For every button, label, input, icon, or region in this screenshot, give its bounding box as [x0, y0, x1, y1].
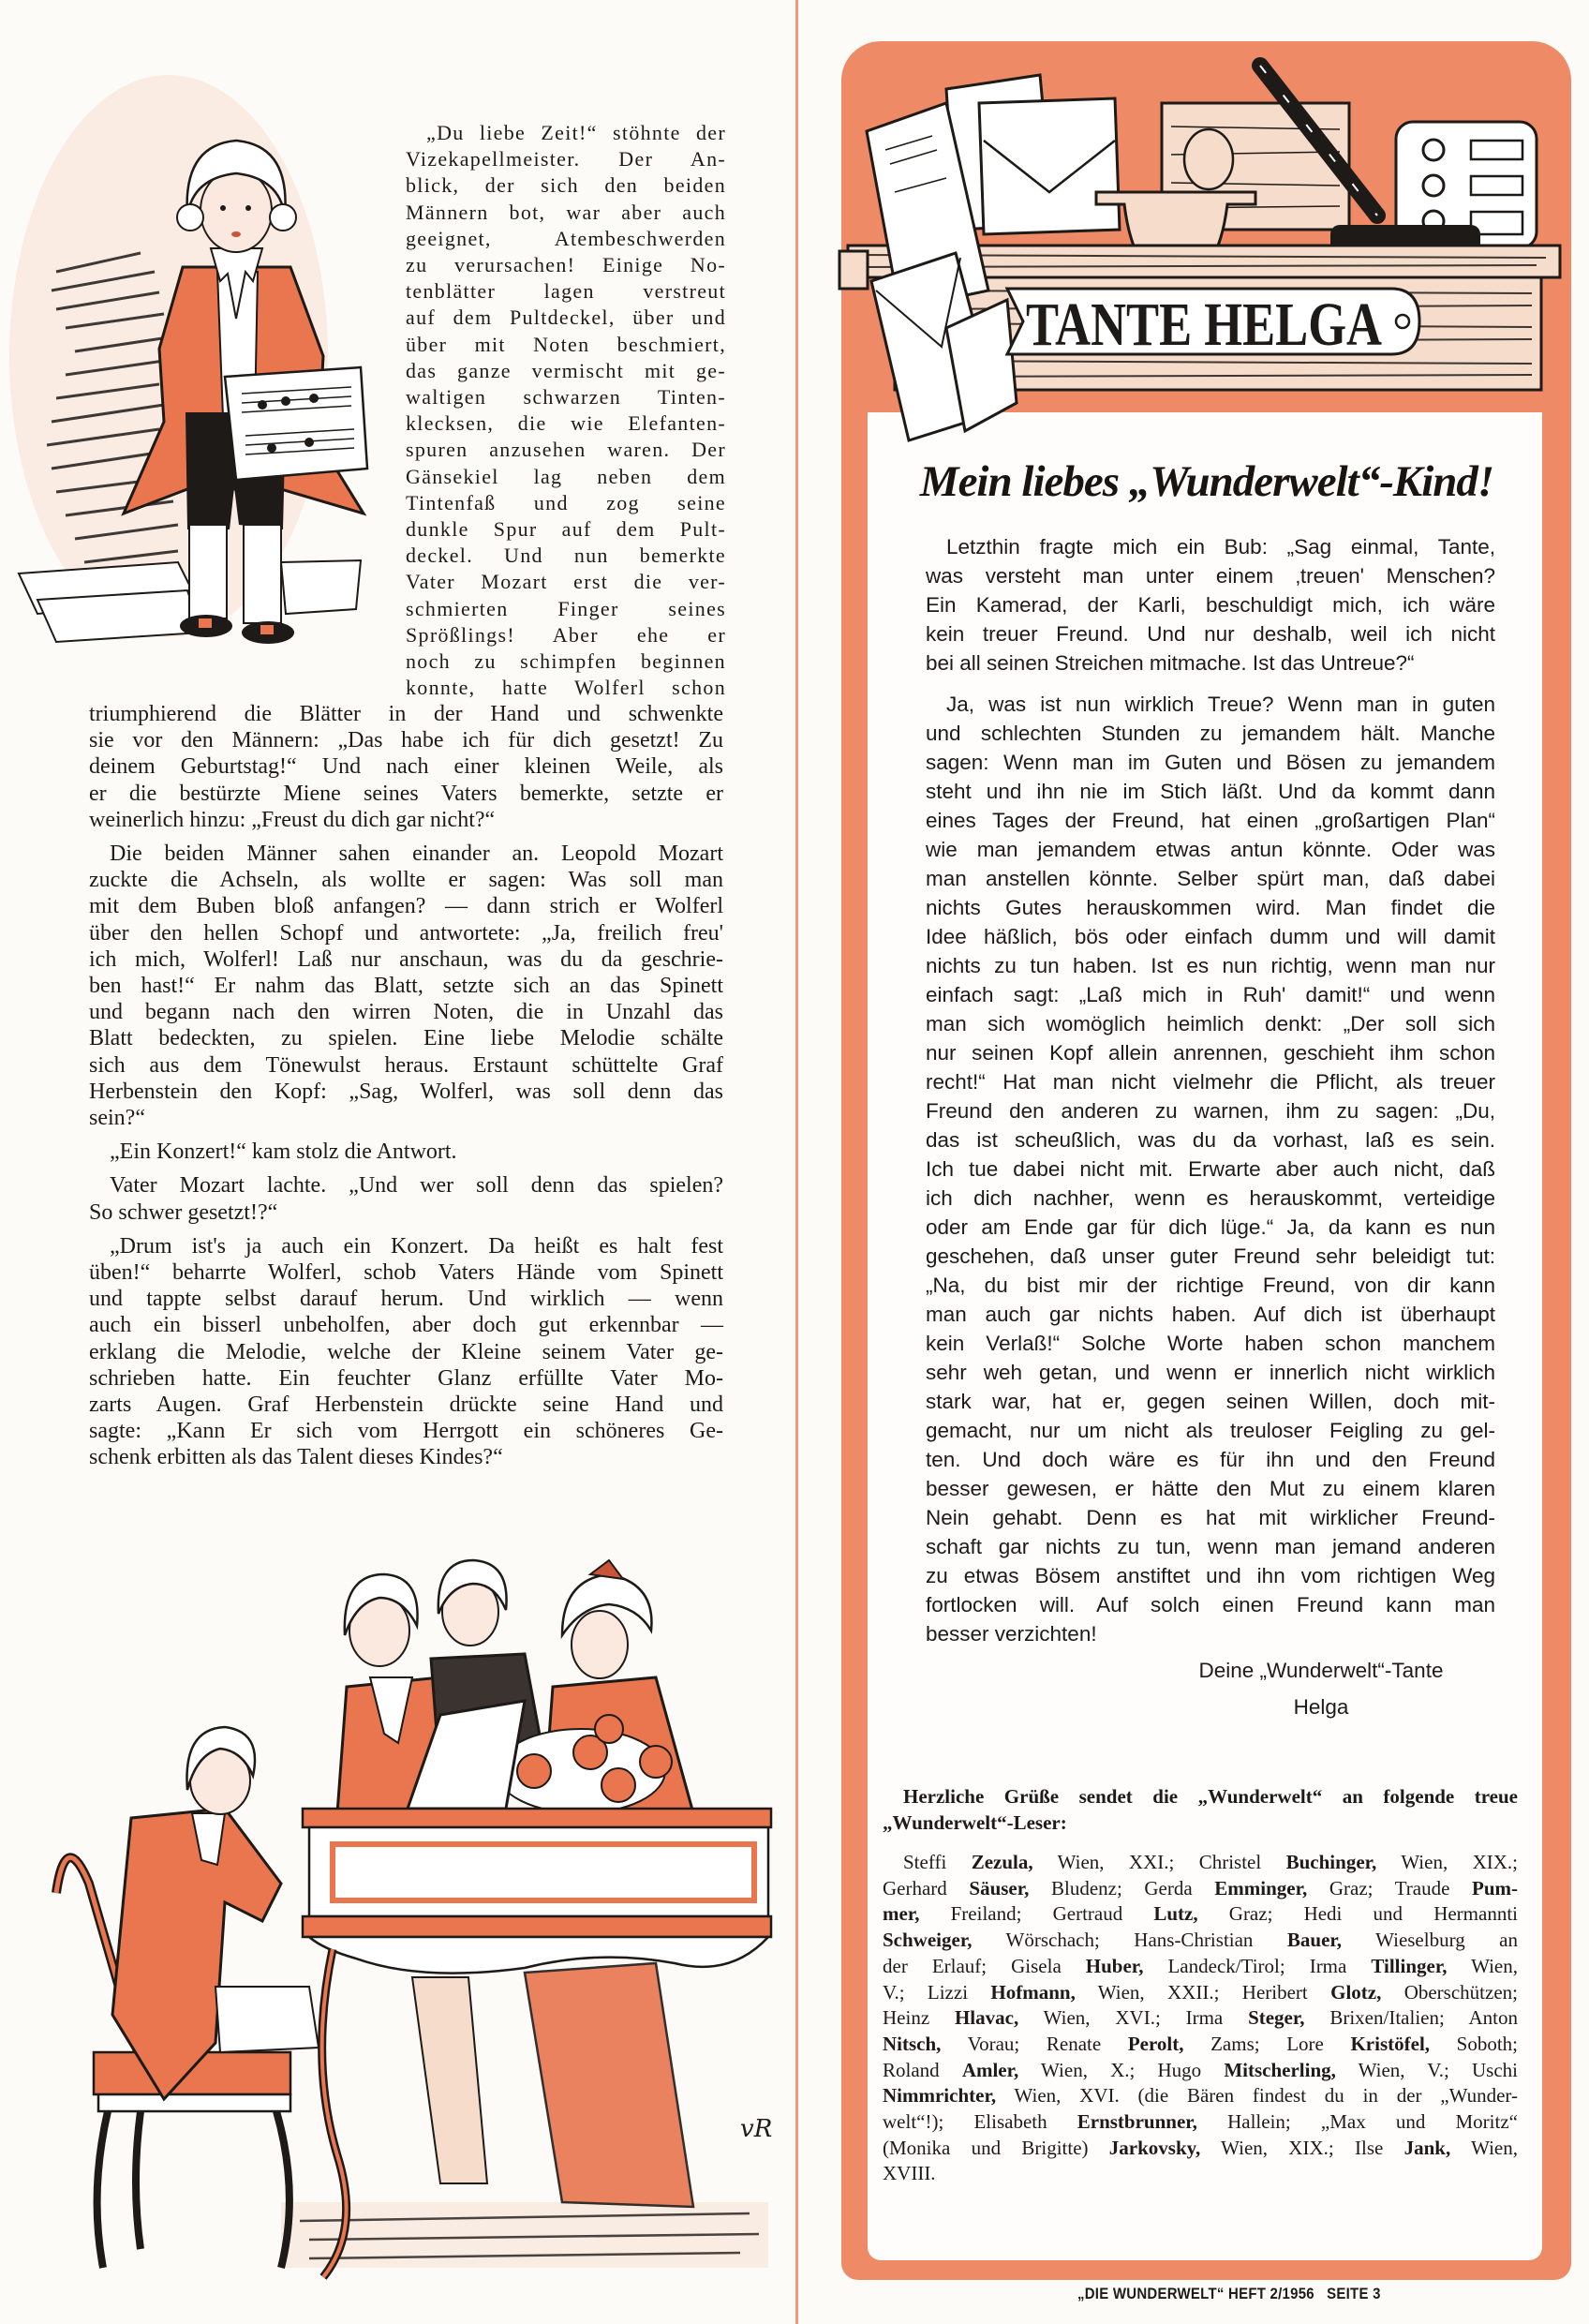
reader-detail: Wien, XIX.;: [1376, 1851, 1519, 1873]
reader-detail: Roland: [883, 2058, 962, 2081]
reader-surname: Huber,: [1085, 1954, 1144, 1977]
reader-list-line: [883, 2083, 1518, 2109]
text-line: und tappte selbst darauf herum. Und wirklich — wenn: [89, 1287, 723, 1312]
reader-surname: Kristöfel,: [1350, 2032, 1431, 2055]
text-line: das ist scheußlich, was du da vorhast, laß es sein.: [926, 1128, 1495, 1152]
text-line: Ja, was ist nun wirklich Treue? Wenn man in guten: [946, 693, 1495, 716]
artist-signature: vR: [740, 2115, 773, 2143]
reader-detail: Landeck/Tirol; Irma: [1143, 1954, 1372, 1977]
greetings-heading: [883, 1783, 1518, 1836]
text-line: man anstellen könnte. Selber spürt man, daß dabei: [926, 867, 1495, 890]
reader-list-line: [883, 1954, 1518, 1980]
reader-detail: Wien,: [1447, 1954, 1518, 1977]
text-line: zu etwas Bösem anstiftet und ihn vom richtigen Weg: [926, 1564, 1495, 1587]
text-line: besser verzichten!: [926, 1622, 1097, 1646]
reader-surname: Tillinger,: [1371, 1954, 1448, 1977]
reader-detail: Graz; Hedi und Hermannti: [1197, 1902, 1518, 1926]
reader-surname: Jarkovsky,: [1108, 2136, 1201, 2159]
paragraph: [926, 690, 1495, 1648]
text-line: ten. Und doch wäre es für ihn und den Freund: [926, 1448, 1495, 1471]
text-line: üben!“ beharrte Wolferl, schob Vaters Hände vom Spinett: [89, 1260, 723, 1286]
text-line: stark war, hat er, gegen seinen Willen, doch mit-: [926, 1390, 1495, 1413]
text-line: ich dich nachher, wenn es herauskommt, verteidige: [926, 1186, 1495, 1210]
text-line: geeignet, Atembeschwerden: [406, 226, 726, 250]
reader-list-line: [883, 1850, 1518, 1876]
text-line: Gänsekiel lag neben dem: [406, 464, 726, 488]
reader-detail: Soboth;: [1430, 2032, 1518, 2055]
text-line: Vizekapellmeister. Der An-: [406, 147, 726, 171]
reader-surname: Steger,: [1248, 2006, 1305, 2030]
reader-list-line: [883, 1876, 1518, 1902]
text-line: nichts zu tun haben. Ist es nun richtig, wenn man nur: [926, 954, 1495, 977]
letter-body: [926, 532, 1495, 1661]
text-line: sehr weh getan, und wenn er innerlich nicht wirklich: [926, 1361, 1495, 1384]
text-line: kein Verlaß!“ Solche Worte haben schon manchem: [926, 1332, 1495, 1355]
reader-list-line: [883, 1980, 1518, 2006]
text-line: besser gewesen, er hätte den Mut zu einem klaren: [926, 1477, 1495, 1500]
reader-detail: Gerhard: [883, 1876, 970, 1899]
text-line: Herbenstein den Kopf: „Sag, Wolferl, was soll denn das: [89, 1079, 723, 1104]
reader-detail: Wien, V.; Uschi: [1335, 2058, 1518, 2081]
text-line: deinem Geburtstag!“ Und nach einer kleinen Weile, als: [89, 754, 723, 780]
reader-detail: (Monika und Brigitte): [883, 2136, 1109, 2159]
text-line: „Ein Konzert!“ kam stolz die Antwort.: [110, 1140, 457, 1165]
reader-list-line: [883, 1901, 1518, 1928]
reader-detail: Heinz: [883, 2006, 955, 2030]
text-line: Männern bot, war aber auch: [406, 200, 726, 224]
text-line: weinerlich hinzu: „Freust du dich gar nicht?“: [89, 807, 496, 832]
reader-detail: Zams; Lore: [1183, 2032, 1351, 2055]
text-line: und schlechten Stunden zu jemandem hält. Manche: [926, 722, 1495, 745]
reader-surname: Perolt,: [1127, 2032, 1184, 2055]
reader-surname: Lutz,: [1153, 1902, 1198, 1926]
reader-detail: Wien, XVI.; Irma: [1018, 2006, 1249, 2030]
text-line: was versteht man unter einem ‚treuen' Menschen?: [926, 564, 1495, 588]
text-line: einfach sagt: „Laß mich in Ruh' damit!“ und wenn: [926, 983, 1495, 1006]
reader-surname: Säuser,: [969, 1876, 1030, 1899]
reader-detail: welt“!); Elisabeth: [883, 2110, 1077, 2134]
reader-list-line: [883, 1928, 1518, 1954]
text-line: sich aus dem Tönewulst heraus. Erstaunt schüttelte Graf: [89, 1052, 723, 1078]
text-line: spuren anzusehen waren. Der: [406, 438, 726, 462]
reader-surname: Amler,: [961, 2058, 1019, 2081]
text-line: sein?“: [89, 1106, 145, 1131]
reader-detail: XVIII.: [883, 2162, 936, 2185]
text-line: schaft gar nichts zu tun, wenn man jemand anderen: [926, 1535, 1495, 1558]
paragraph: [926, 532, 1495, 678]
text-line: klecksen, die wie Elefanten-: [406, 411, 726, 436]
reader-detail: Wieselburg an: [1342, 1929, 1518, 1952]
reader-detail: Wien, XIX.; Ilse: [1200, 2136, 1404, 2159]
reader-detail: Wien, XXI.; Christel: [1032, 1851, 1286, 1873]
text-line: „Wunderwelt“-Leser:: [883, 1811, 1067, 1834]
text-line: Die beiden Männer sahen einander an. Leopold Mozart: [110, 842, 723, 867]
text-line: Idee häßlich, bös oder einfach dumm und will damit: [926, 925, 1495, 948]
text-line: auch ein bisserl unbeholfen, aber doch gut erkennbar —: [89, 1313, 723, 1338]
text-line: man sich womöglich heimlich denkt: „Der soll sich: [926, 1012, 1495, 1035]
reader-list-line: [883, 2058, 1518, 2084]
text-line: über mit Noten beschmiert,: [406, 332, 726, 356]
text-line: nichts Gutes herauskommen wird. Man findet die: [926, 896, 1495, 919]
reader-detail: Wien, X.; Hugo: [1018, 2058, 1225, 2081]
text-line: er die bestürzte Miene seines Vaters bemerkte, setzte er: [89, 781, 723, 806]
reader-surname: Hlavac,: [954, 2006, 1019, 2030]
reader-detail: Graz; Traude: [1307, 1876, 1473, 1899]
text-line: gemacht, nur um nicht als treuloser Feigling zu gel-: [926, 1419, 1495, 1442]
text-line: Ich tue dabei nicht mit. Erwarte aber auch nicht, daß: [926, 1157, 1495, 1181]
reader-surname: Nitsch,: [883, 2032, 942, 2055]
desk-shelf-header-illustration: [0, 0, 1589, 450]
text-line: „Du liebe Zeit!“ stöhnte der: [426, 121, 726, 144]
text-line: „Na, du bist mir der richtige Freund, von dir kann: [926, 1274, 1495, 1297]
reader-list-line: [883, 2005, 1518, 2032]
text-line: sie vor den Männern: „Das habe ich für dich gesetzt! Zu: [89, 728, 723, 753]
text-line: Herzliche Grüße sendet die „Wunderwelt“ an folgende treue: [903, 1785, 1518, 1808]
reader-list-line: [883, 2161, 1518, 2187]
text-line: recht!“ Hat man nicht vielmehr die Pflicht, als treuer: [926, 1070, 1495, 1094]
reader-detail: Wien, XXII.; Heribert: [1075, 1980, 1331, 2004]
reader-list-line: [883, 2032, 1518, 2058]
reader-surname: Mitscherling,: [1224, 2058, 1336, 2081]
greetings-reader-list: [883, 1850, 1518, 2187]
reader-surname: Emminger,: [1214, 1876, 1308, 1899]
text-line: wie man jemandem etwas antun könnte. Oder was: [926, 838, 1495, 861]
tante-helga-banner: TANTE HELGA: [1026, 290, 1383, 359]
text-line: steht und ihn nie im Stich läßt. Und da kommt dann: [926, 780, 1495, 803]
letter-signature-name: Helga: [1293, 1695, 1349, 1719]
text-line: Vater Mozart erst die ver-: [406, 570, 726, 594]
text-line: deckel. Und nun bemerkte: [406, 544, 726, 568]
text-line: ich mich, Wolferl! Laß nur anschaun, was du da geschrie-: [89, 946, 723, 972]
reader-surname: Hofmann,: [990, 1980, 1076, 2004]
text-line: ben hast!“ Er nahm das Blatt, setzte sich an das Spinett: [89, 974, 723, 999]
text-line: dunkle Spur auf dem Pult-: [406, 517, 726, 542]
text-line: Nein gehabt. Denn es hat mit wirklicher Freund-: [926, 1506, 1495, 1529]
reader-surname: Buchinger,: [1285, 1851, 1377, 1873]
reader-detail: Oberschützen;: [1381, 1980, 1518, 2004]
text-line: nur seinen Kopf allein anrennen, geschieht ihm schon: [926, 1041, 1495, 1065]
paragraph: [883, 1783, 1518, 1836]
text-line: man auch gar nichts haben. Auf dich ist überhaupt: [926, 1303, 1495, 1326]
text-line: oder am Ende gar für dich lüge.“ Ja, da kann es nun: [926, 1215, 1495, 1239]
page-footer: „DIE WUNDERWELT“ HEFT 2/1956 SEITE 3: [1077, 2285, 1381, 2302]
text-line: Vater Mozart lachte. „Und wer soll denn das spielen?: [110, 1173, 723, 1199]
text-line: triumphierend die Blätter in der Hand und schwenkte: [89, 702, 723, 726]
text-line: schenk erbitten als das Talent dieses Kindes?“: [89, 1445, 503, 1470]
text-line: erklang die Melodie, welche der Kleine seinem Vater ge-: [89, 1339, 723, 1364]
reader-detail: Wien,: [1450, 2136, 1518, 2159]
reader-detail: Brixen/Italien; Anton: [1304, 2006, 1518, 2030]
reader-list-line: [883, 2136, 1518, 2162]
text-line: blick, der sich den beiden: [406, 173, 726, 198]
reader-detail: Bludenz; Gerda: [1029, 1876, 1215, 1899]
letter-signature-line: Deine „Wunderwelt“-Tante: [1198, 1659, 1444, 1682]
text-line: zarts Augen. Graf Herbenstein drückte seine Hand und: [89, 1393, 723, 1418]
reader-surname: Ernstbrunner,: [1077, 2110, 1197, 2134]
text-line: Sprößlings! Aber ehe er: [406, 622, 726, 647]
text-line: noch zu schimpfen beginnen: [406, 649, 726, 674]
reader-surname: Jank,: [1403, 2136, 1451, 2159]
text-line: schmierten Finger seines: [406, 596, 726, 620]
text-line: sagen: Wenn man im Guten und Bösen zu jemandem: [926, 751, 1495, 774]
text-line: „Drum ist's ja auch ein Konzert. Da heißt es halt fest: [110, 1233, 723, 1259]
reader-surname: mer,: [883, 1902, 920, 1926]
text-line: eines Tages der Freund, hat einen „großartigen Plan“: [926, 809, 1495, 832]
text-line: fortlocken will. Auf solch einen Freund kann man: [926, 1593, 1495, 1616]
reader-surname: Glotz,: [1330, 1980, 1382, 2004]
text-line: Letzthin fragte mich ein Bub: „Sag einmal, Tante,: [946, 535, 1495, 559]
text-line: Tintenfaß und zog seine: [406, 490, 726, 514]
text-line: Ein Kamerad, der Karli, beschuldigt mich, ich wäre: [926, 593, 1495, 617]
text-line: waltigen schwarzen Tinten-: [406, 385, 726, 410]
text-line: bei all seinen Streichen mitmache. Ist das Untreue?“: [926, 651, 1415, 675]
reader-surname: Nimmrichter,: [883, 2084, 997, 2108]
text-line: über den hellen Schopf und antwortete: „Ja, freilich freu': [89, 920, 723, 946]
text-line: das ganze vermischt mit ge-: [406, 358, 726, 382]
reader-detail: der Erlauf; Gisela: [883, 1954, 1086, 1977]
reader-detail: Wien, XVI. (die Bären findest du in der „Wunder-: [996, 2084, 1518, 2108]
text-line: mit dem Buben bloß anfangen? — dann strich er Wolferl: [89, 894, 723, 919]
text-line: sagte: „Kann Er sich vom Herrgott ein schöneres Ge-: [89, 1419, 723, 1444]
text-line: Blatt bedeckten, zu spielen. Eine liebe Melodie schälte: [89, 1026, 723, 1051]
text-line: konnte, hatte Wolferl schon: [406, 676, 726, 700]
text-line: und begann nach den wirren Noten, die in Unzahl das: [89, 1000, 723, 1025]
reader-detail: V.; Lizzi: [883, 1980, 991, 2004]
reader-detail: Wörschach; Hans-Christian: [972, 1929, 1287, 1952]
reader-detail: Freiland; Gertraud: [919, 1902, 1154, 1926]
text-line: auf dem Pultdeckel, über und: [406, 305, 726, 330]
text-line: tenblätter lagen verstreut: [406, 279, 726, 304]
reader-surname: Zezula,: [971, 1851, 1033, 1873]
text-line: zu verursachen! Einige No-: [406, 253, 726, 277]
reader-detail: Hallein; „Max und Moritz“: [1196, 2110, 1518, 2134]
text-line: Freund den anderen zu warnen, ihm zu sagen: „Du,: [926, 1099, 1495, 1123]
text-line: kein treuer Freund. Und nur deshalb, weil ich nicht: [926, 622, 1495, 646]
text-line: geschehen, daß unser guter Freund sehr beleidigt tut:: [926, 1244, 1495, 1268]
reader-surname: Schweiger,: [883, 1929, 973, 1952]
letter-title: Mein liebes „Wunderwelt“-Kind!: [919, 457, 1494, 506]
reader-surname: Bauer,: [1286, 1929, 1343, 1952]
reader-detail: Steffi: [903, 1851, 972, 1873]
reader-detail: Vorau; Renate: [941, 2032, 1128, 2055]
text-line: zuckte die Achseln, als wollte er sagen: Was soll man: [89, 868, 723, 893]
reader-surname: Pum-: [1472, 1876, 1519, 1899]
text-line: schrieben hatte. Ein feuchter Glanz erfüllte Vater Mo-: [89, 1365, 723, 1391]
text-line: So schwer gesetzt!?“: [89, 1199, 278, 1225]
reader-list-line: [883, 2109, 1518, 2136]
